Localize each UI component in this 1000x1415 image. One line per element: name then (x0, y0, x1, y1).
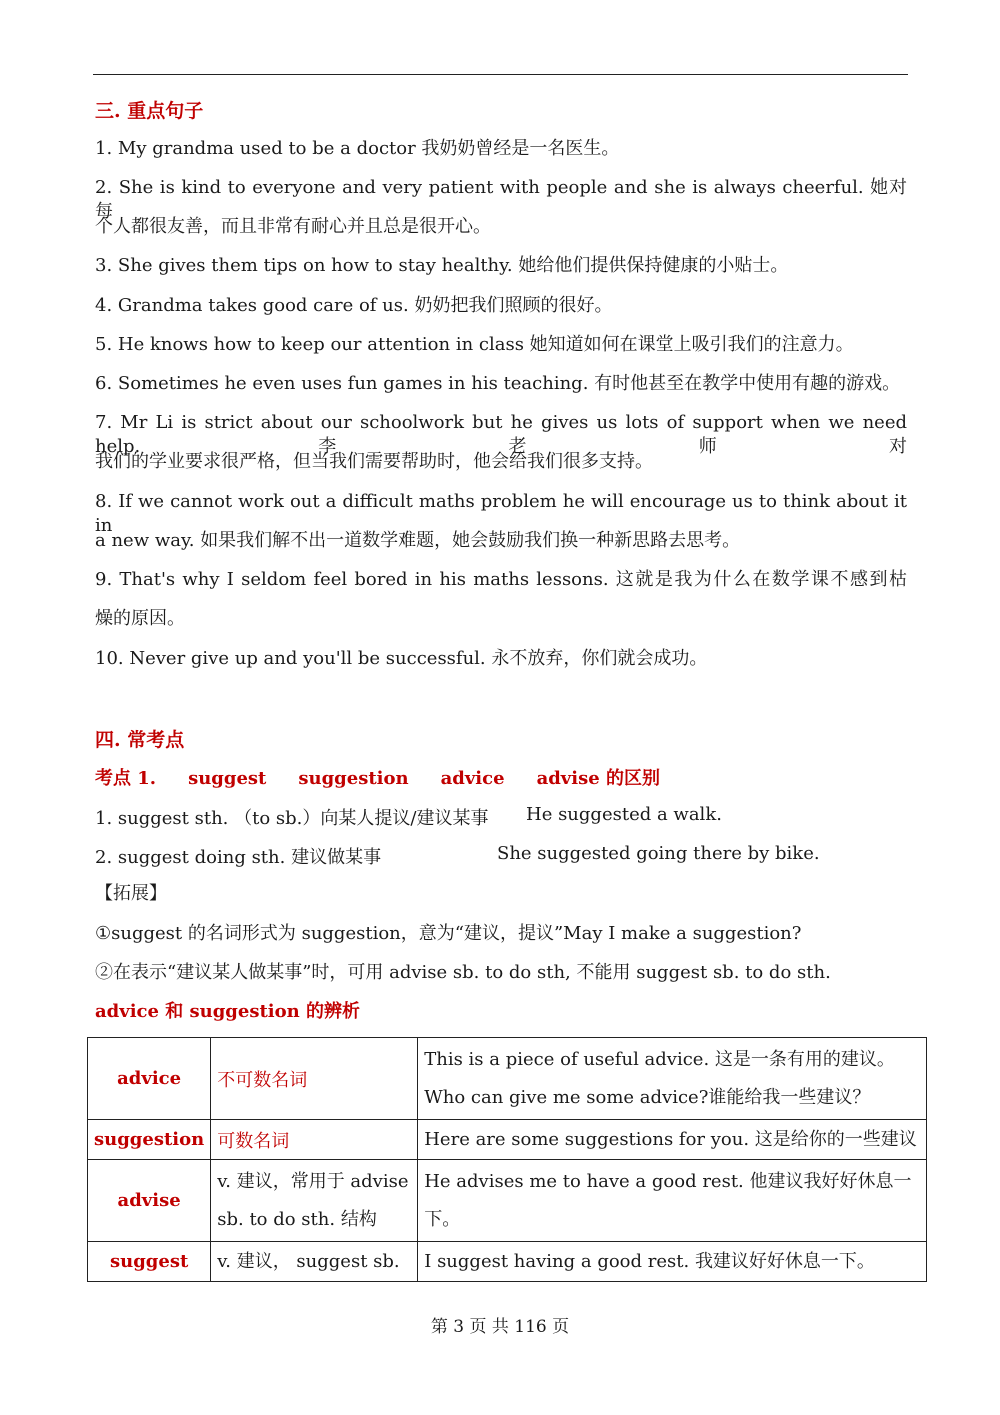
kaodian-word-suggestion: suggestion (298, 768, 409, 789)
kaodian-word-suggest: suggest (188, 768, 267, 789)
kaodian-number: 考点 1. (95, 768, 157, 789)
table-row (88, 1038, 927, 1120)
page-footer: 第 3 页 共 116 页 (430, 1317, 570, 1337)
sentence-2-cont: 个人都很友善，而且非常有耐心并且总是很开心。 (95, 216, 491, 237)
pos-line: v. 建议， suggest sb. (217, 1250, 400, 1272)
comparison-table (87, 1037, 927, 1282)
example-cell (418, 1242, 927, 1282)
term-cell: advice (88, 1038, 211, 1120)
usage-1-left: 1. suggest sth. （to sb.）向某人提议/建议某事 (95, 808, 489, 829)
example-line: 下。 (424, 1208, 461, 1230)
pos-cell (211, 1160, 418, 1242)
kaodian-title (95, 764, 692, 790)
sentence-3: 3. She gives them tips on how to stay healthy. 她给他们提供保持健康的小贴士。 (95, 255, 789, 276)
kaodian-word-advice: advice (440, 768, 505, 789)
example-line: Here are some suggestions for you. 这是给你的一些建议 (424, 1128, 917, 1150)
table-row (88, 1160, 927, 1242)
term-cell: suggest (88, 1242, 211, 1282)
compare-title: advice 和 suggestion 的辨析 (95, 1001, 360, 1022)
pos-cell: 不可数名词 (211, 1038, 418, 1120)
usage-2-left: 2. suggest doing sth. 建议做某事 (95, 847, 382, 868)
sentence-7: 7. Mr Li is strict about our schoolwork but he gives us lots of support when we need help. 李老师对 (95, 412, 907, 457)
example-line: This is a piece of useful advice. 这是一条有用的建议。 (424, 1048, 895, 1070)
sentence-1: 1. My grandma used to be a doctor 我奶奶曾经是一名医生。 (95, 138, 620, 159)
pos-cell (211, 1242, 418, 1282)
expand-label: 【拓展】 (95, 883, 167, 904)
sentence-7-cont: 我们的学业要求很严格，但当我们需要帮助时，他会给我们很多支持。 (95, 451, 653, 472)
expand-1: ①suggest 的名词形式为 suggestion，意为“建议，提议”May I make a suggestion? (95, 923, 802, 944)
example-cell (418, 1160, 927, 1242)
table-row (88, 1242, 927, 1282)
sentence-5: 5. He knows how to keep our attention in class 她知道如何在课堂上吸引我们的注意力。 (95, 334, 854, 355)
example-cell (418, 1120, 927, 1160)
term-cell: suggestion (88, 1120, 211, 1160)
kaodian-word-advise: advise 的区别 (536, 768, 660, 789)
usage-2-right: She suggested going there by bike. (497, 843, 820, 864)
example-line: He advises me to have a good rest. 他建议我好好休息一 (424, 1170, 912, 1192)
sentence-8: 8. If we cannot work out a difficult maths problem he will encourage us to think about it in (95, 491, 907, 536)
sentence-8-cont: a new way. 如果我们解不出一道数学难题，她会鼓励我们换一种新思路去思考。 (95, 530, 741, 551)
sentence-10: 10. Never give up and you'll be successful. 永不放弃，你们就会成功。 (95, 648, 708, 669)
sentence-9: 9. That's why I seldom feel bored in his maths lessons. 这就是我为什么在数学课不感到枯 (95, 569, 907, 590)
sentence-9-cont: 燥的原因。 (95, 608, 185, 629)
pos-line: sb. to do sth. 结构 (217, 1208, 377, 1230)
pos-line: v. 建议，常用于 advise (217, 1170, 409, 1192)
example-cell (418, 1038, 927, 1120)
header-rule (93, 74, 908, 75)
sentence-4: 4. Grandma takes good care of us. 奶奶把我们照顾的很好。 (95, 295, 613, 316)
usage-1-right: He suggested a walk. (526, 804, 722, 825)
section-4-title: 四. 常考点 (95, 729, 185, 751)
term-cell: advise (88, 1160, 211, 1242)
example-line: Who can give me some advice?谁能给我一些建议？ (424, 1086, 871, 1108)
pos-cell: 可数名词 (211, 1120, 418, 1160)
example-line: I suggest having a good rest. 我建议好好休息一下。 (424, 1250, 875, 1272)
sentence-2: 2. She is kind to everyone and very patient with people and she is always cheerful. 她对每 (95, 177, 907, 222)
section-3-title: 三. 重点句子 (95, 100, 204, 122)
sentence-6: 6. Sometimes he even uses fun games in his teaching. 有时他甚至在教学中使用有趣的游戏。 (95, 373, 901, 394)
table-row (88, 1120, 927, 1160)
expand-2: ②在表示“建议某人做某事”时，可用 advise sb. to do sth, 不能用 suggest sb. to do sth. (95, 962, 831, 983)
